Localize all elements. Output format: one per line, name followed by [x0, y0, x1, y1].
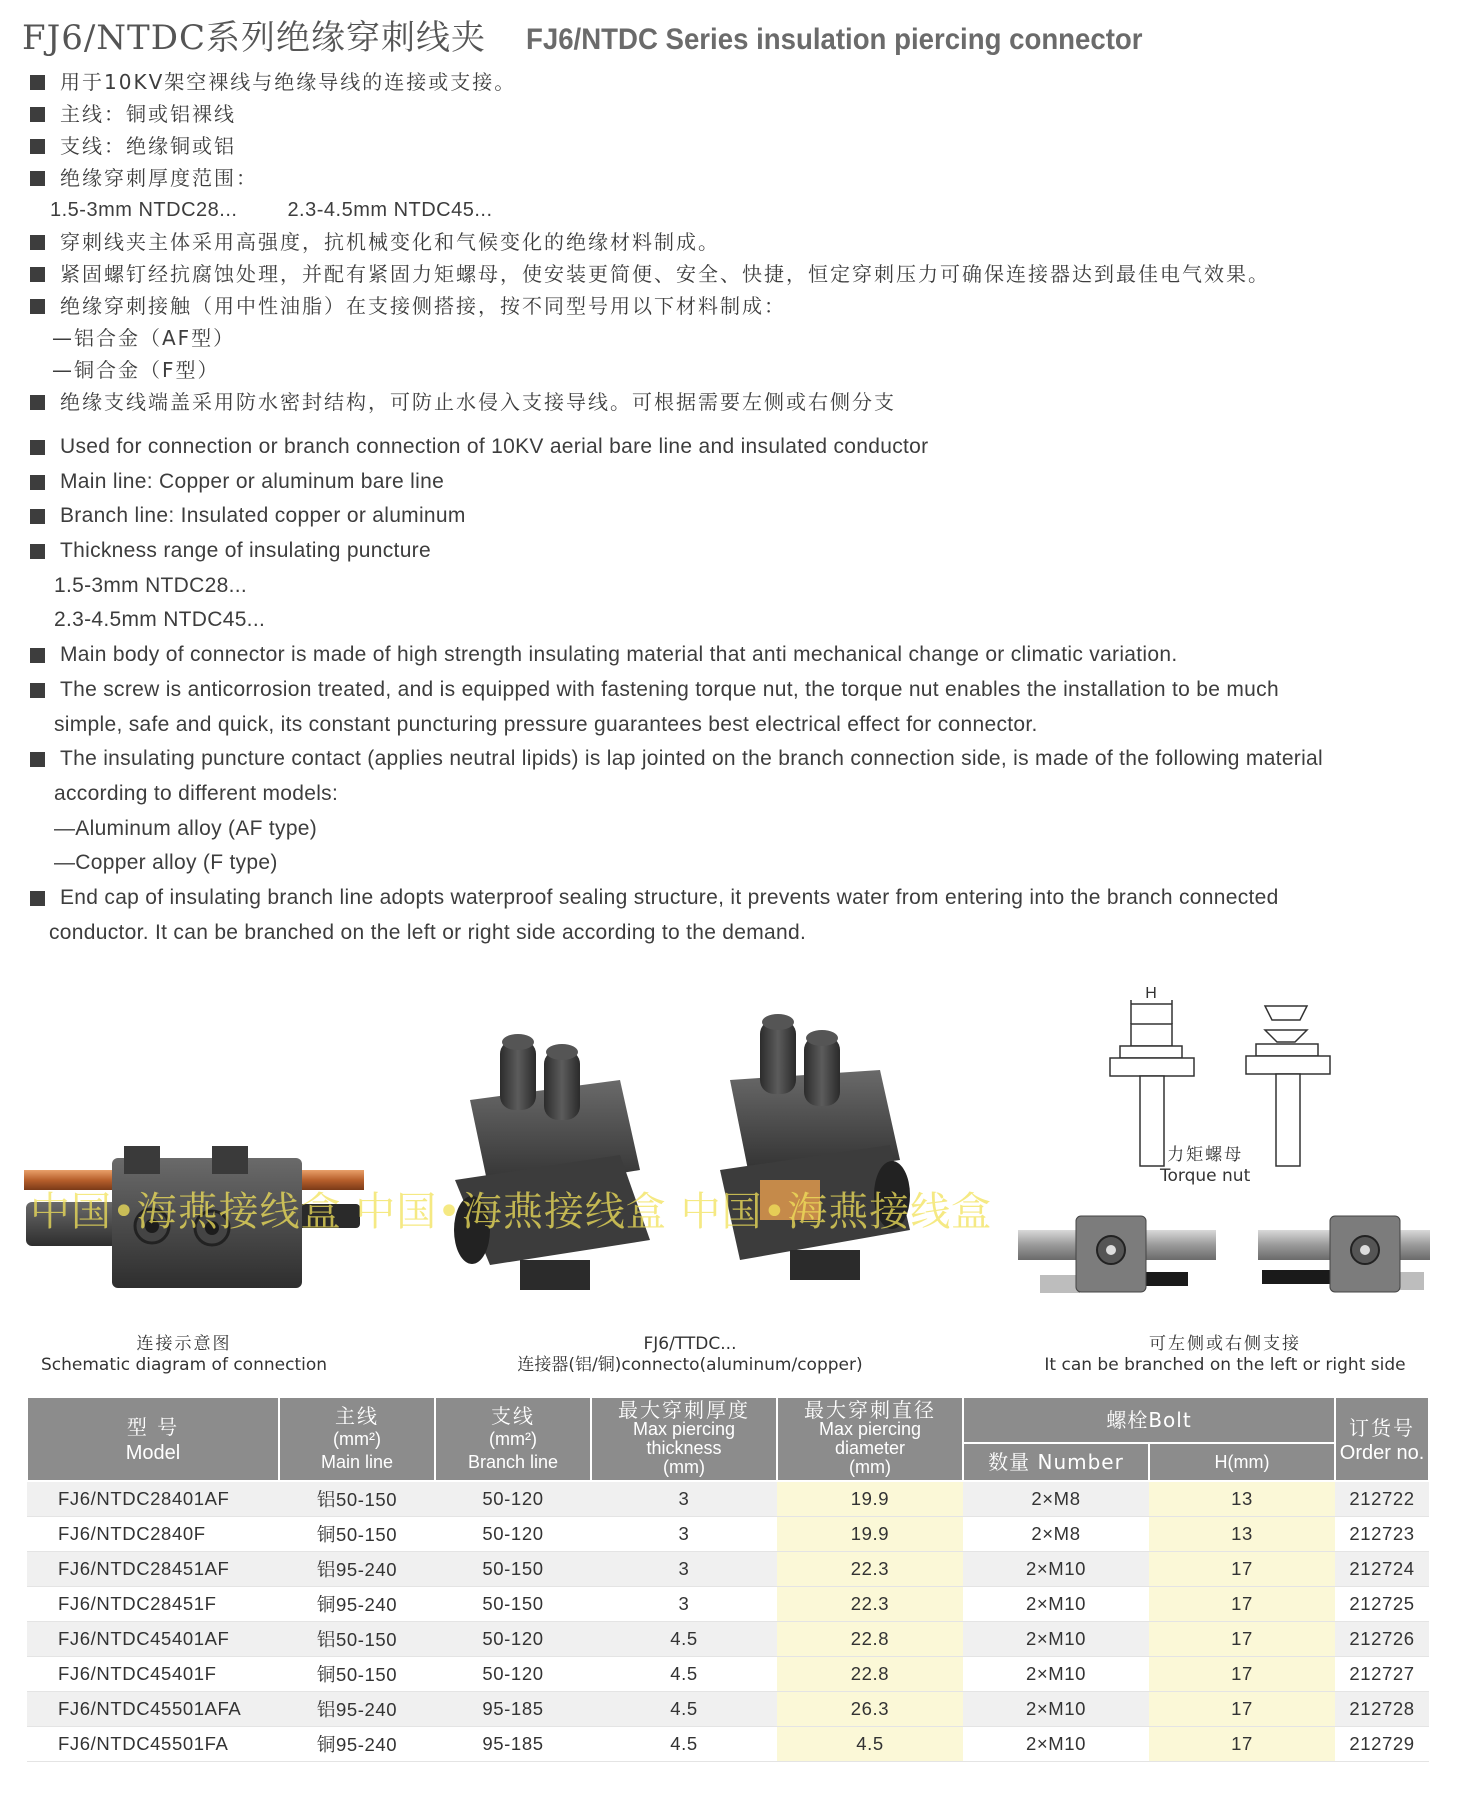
list-item: —Aluminum alloy (AF type)	[54, 816, 318, 840]
list-item: Thickness range of insulating puncture	[28, 534, 1448, 569]
bullet-square-icon	[30, 683, 45, 698]
watermark: 中国•海燕接线盒 中国•海燕接线盒 中国•海燕接线盒	[30, 1189, 993, 1235]
header-bolt: 螺栓Bolt	[963, 1397, 1335, 1443]
list-item: End cap of insulating branch line adopts waterproof sealing structure, it prevents water from entering into the branch connected	[28, 881, 1448, 916]
list-item: 1.5-3mm NTDC28...	[54, 573, 247, 597]
h-dimension-label: H	[1145, 985, 1157, 1002]
header-main-line: 主线 (mm²) Main line	[279, 1397, 435, 1481]
bullet-square-icon	[30, 395, 45, 410]
header-bolt-number: 数量 Number	[963, 1443, 1149, 1481]
table-row: FJ6/NTDC45501AFA 铝95-240 95-185 4.5 26.3 2×M10 17 212728	[27, 1692, 1429, 1727]
header-max-thickness: 最大穿刺厚度 Max piercing thickness (mm)	[591, 1397, 777, 1481]
bullet-square-icon	[30, 509, 45, 524]
list-item: 绝缘穿刺厚度范围：	[28, 162, 1448, 194]
list-item: The insulating puncture contact (applies neutral lipids) is lap jointed on the branch connection side, is made of the following material	[28, 742, 1448, 777]
table-row: FJ6/NTDC28451AF 铝95-240 50-150 3 22.3 2×M10 17 212724	[27, 1552, 1429, 1587]
header-order-no: 订货号 Order no.	[1335, 1397, 1429, 1481]
page-header	[22, 10, 1196, 56]
table-row: FJ6/NTDC28451F 铜95-240 50-150 3 22.3 2×M10 17 212725	[27, 1587, 1429, 1622]
caption-branch-side: 可左侧或右侧支接 It can be branched on the left or right side	[1044, 1334, 1406, 1375]
list-item: 主线：铜或铝裸线	[28, 98, 1448, 130]
bullet-square-icon	[30, 107, 45, 122]
list-item: —Copper alloy (F type)	[54, 851, 278, 875]
list-item: simple, safe and quick, its constant puncturing pressure guarantees best electrical effect for connector.	[54, 712, 1038, 736]
list-item: 穿刺线夹主体采用高强度，抗机械变化和气候变化的绝缘材料制成。	[28, 226, 1448, 258]
header-model: 型 号 Model	[27, 1397, 279, 1481]
list-item: Main body of connector is made of high strength insulating material that anti mechanical change or climatic variation.	[28, 638, 1448, 673]
bullet-square-icon	[30, 475, 45, 490]
list-item: conductor. It can be branched on the left or right side according to the demand.	[49, 920, 807, 944]
bullet-square-icon	[30, 235, 45, 250]
header-branch-line: 支线 (mm²) Branch line	[435, 1397, 591, 1481]
bullet-square-icon	[30, 171, 45, 186]
connector-f-photo	[720, 1014, 910, 1280]
list-item: 绝缘支线端盖采用防水密封结构，可防止水侵入支接导线。可根据需要左侧或右侧分支	[28, 386, 1448, 418]
bullet-square-icon	[30, 139, 45, 154]
bullet-square-icon	[30, 752, 45, 767]
table-row: FJ6/NTDC28401AF 铝50-150 50-120 3 19.9 2×M8 13 212722	[27, 1481, 1429, 1517]
branch-right-photo	[1258, 1216, 1430, 1292]
list-item: Main line: Copper or aluminum bare line	[28, 465, 1448, 500]
bullet-square-icon	[30, 299, 45, 314]
torque-nut-caption: 力矩螺母 Torque nut	[1160, 1145, 1251, 1186]
list-item: Used for connection or branch connection of 10KV aerial bare line and insulated conductor	[28, 430, 1448, 465]
caption-connection: 连接示意图 Schematic diagram of connection	[40, 1334, 328, 1375]
title-cn: FJ6/NTDC系列绝缘穿刺线夹	[22, 18, 487, 58]
en-feature-list	[28, 430, 1448, 950]
connector-af-photo	[454, 1034, 650, 1290]
table-row: FJ6/NTDC45401AF 铝50-150 50-120 4.5 22.8 2×M10 17 212726	[27, 1622, 1429, 1657]
list-item: 1.5-3mm NTDC28... 2.3-4.5mm NTDC45...	[50, 199, 493, 221]
list-item: The screw is anticorrosion treated, and is equipped with fastening torque nut, the torque nut enables the installation to be much	[28, 673, 1448, 708]
bullet-square-icon	[30, 440, 45, 455]
title-en: FJ6/NTDC Series insulation piercing connector	[526, 23, 1143, 56]
list-item: —铝合金（AF型）	[52, 326, 236, 350]
bullet-square-icon	[30, 544, 45, 559]
caption-connector: FJ6/TTDC... 连接器(铝/铜)connecto(aluminum/copper)	[517, 1334, 863, 1375]
header-bolt-h: H(mm)	[1149, 1443, 1335, 1481]
list-item: —铜合金（F型）	[52, 358, 220, 382]
bullet-square-icon	[30, 267, 45, 282]
bullet-square-icon	[30, 648, 45, 663]
header-max-diameter: 最大穿刺直径 Max piercing diameter (mm)	[777, 1397, 963, 1481]
bullet-square-icon	[30, 75, 45, 90]
list-item: Branch line: Insulated copper or aluminum	[28, 499, 1448, 534]
list-item: 用于10KV架空裸线与绝缘导线的连接或支接。	[28, 66, 1448, 98]
list-item: 2.3-4.5mm NTDC45...	[54, 608, 266, 632]
list-item: according to different models:	[54, 781, 339, 805]
list-item: 绝缘穿刺接触（用中性油脂）在支接侧搭接，按不同型号用以下材料制成：	[28, 290, 1448, 322]
list-item: 支线：绝缘铜或铝	[28, 130, 1448, 162]
branch-left-photo	[1018, 1216, 1216, 1293]
table-row: FJ6/NTDC45501FA 铜95-240 95-185 4.5 4.5 2×M10 17 212729	[27, 1727, 1429, 1762]
torque-nut-diagram	[1110, 1000, 1330, 1166]
cn-feature-list	[28, 66, 1448, 418]
table-row: FJ6/NTDC2840F 铜50-150 50-120 3 19.9 2×M8 13 212723	[27, 1517, 1429, 1552]
table-row: FJ6/NTDC45401F 铜50-150 50-120 4.5 22.8 2×M10 17 212727	[27, 1657, 1429, 1692]
list-item: 紧固螺钉经抗腐蚀处理，并配有紧固力矩螺母，使安装更简便、安全、快捷，恒定穿刺压力可确保连接器达到最佳电气效果。	[28, 258, 1448, 290]
spec-table	[26, 1396, 1430, 1762]
bullet-square-icon	[30, 891, 45, 906]
